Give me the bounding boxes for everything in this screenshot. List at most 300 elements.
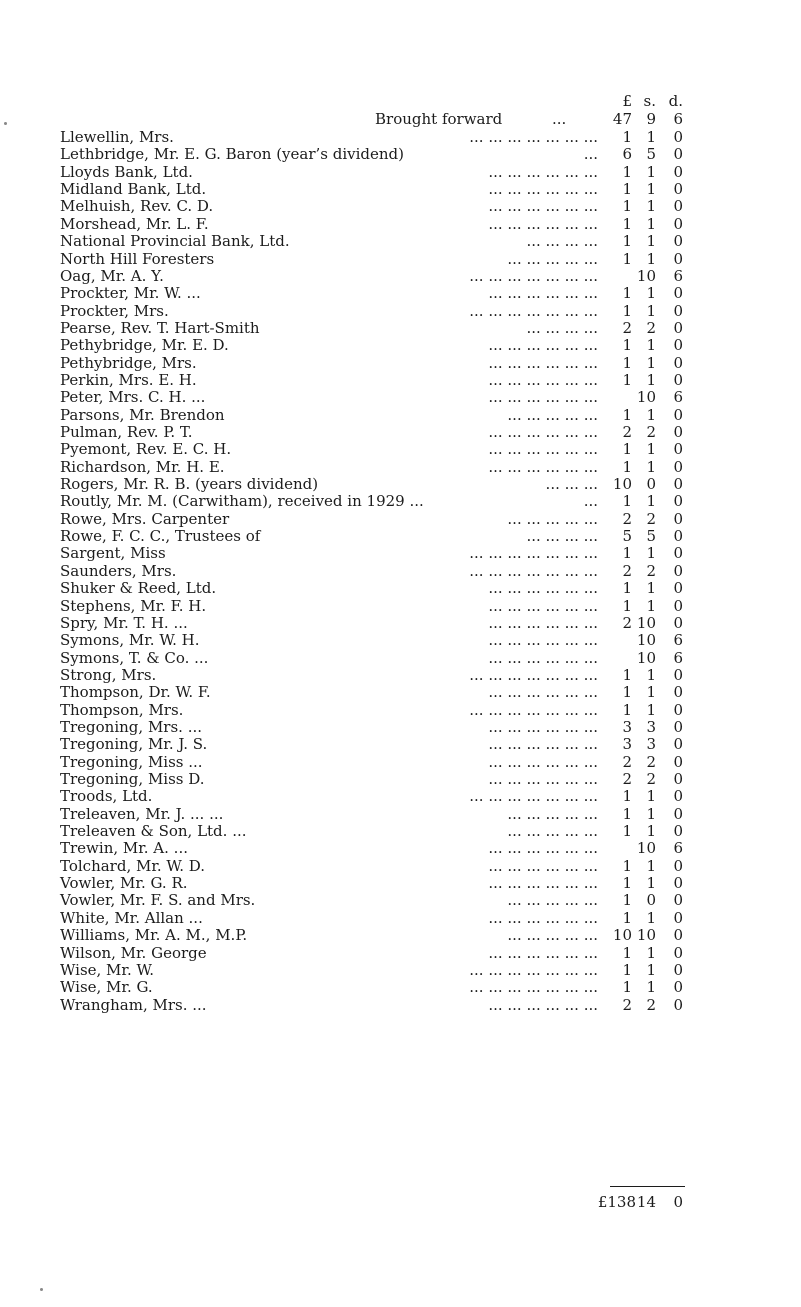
subscriber-name: Treleaven, Mr. J. ... ... [60,804,224,823]
subscriber-name: Rowe, F. C. C., Trustees of [60,527,261,545]
header-shillings: s. [643,92,656,110]
amount-shillings: 2 [646,318,656,337]
total-shillings: 14 [636,1193,656,1211]
total-pence: 0 [673,1193,683,1211]
amount-pence: 0 [673,180,683,199]
dot-leader: ... ... ... ... ... ... [488,579,598,598]
amount-pounds: 2 [622,509,632,528]
header-pounds: £ [622,92,632,110]
list-item [0,423,801,441]
dot-leader: ... ... ... ... ... ... [488,336,598,355]
amount-pence: 0 [673,509,683,528]
dot-leader: ... ... ... ... ... ... ... [469,301,598,320]
dot-leader: ... ... ... ... ... ... [488,457,598,476]
brought-forward-row [0,110,801,128]
list-item [0,978,801,996]
list-item [0,874,801,892]
amount-pounds: 1 [622,249,632,268]
amount-pounds: 1 [622,579,632,598]
amount-pence: 0 [673,978,683,997]
amount-pounds: 1 [622,197,632,216]
amount-pounds: 1 [622,440,632,459]
amount-shillings: 10 [636,388,656,407]
subscriber-name: Perkin, Mrs. E. H. [60,370,197,389]
brought-forward-pounds: 47 [612,110,632,128]
amount-pence: 0 [673,943,683,962]
amount-pence: 0 [673,561,683,580]
amount-pence: 0 [673,613,683,632]
list-item [0,787,801,805]
list-item [0,180,801,198]
amount-pounds: 1 [622,822,632,840]
amount-pounds: 1 [622,405,632,424]
dot-leader: ... ... ... ... ... ... ... [469,978,598,997]
amount-shillings: 10 [636,648,656,667]
amount-shillings: 1 [646,232,656,251]
subscriber-name: Midland Bank, Ltd. [60,180,207,199]
amount-pounds: 1 [622,232,632,251]
amount-shillings: 1 [646,180,656,199]
amount-pounds: 10 [612,475,632,493]
amount-pounds: 1 [622,856,632,875]
amount-shillings: 2 [646,995,656,1014]
amount-shillings: 1 [646,214,656,233]
amount-shillings: 1 [646,579,656,598]
brought-forward-pence: 6 [673,110,683,128]
list-item [0,735,801,753]
list-item [0,544,801,562]
amount-pence: 6 [673,648,683,667]
list-item [0,354,801,372]
list-item [0,510,801,528]
subscriber-name: Vowler, Mr. G. R. [60,874,188,893]
subscriber-name: Wrangham, Mrs. ... [60,995,207,1014]
amount-shillings: 3 [646,717,656,736]
amount-pounds: 2 [622,318,632,337]
subscriber-name: Symons, Mr. W. H. [60,631,200,650]
amount-shillings: 2 [646,423,656,441]
list-item [0,822,801,840]
list-item [0,631,801,649]
brought-forward-shillings: 9 [646,110,656,128]
amount-pounds: 5 [622,527,632,545]
amount-pence: 0 [673,128,683,146]
amount-shillings: 1 [646,596,656,615]
list-item [0,406,801,424]
amount-pounds: 2 [622,770,632,788]
amount-shillings: 5 [646,527,656,545]
subscriber-name: Troods, Ltd. [60,787,153,806]
list-item [0,909,801,927]
amount-pence: 0 [673,908,683,927]
amount-pence: 0 [673,249,683,268]
amount-shillings: 1 [646,856,656,875]
amount-shillings: 1 [646,440,656,459]
amount-pence: 0 [673,318,683,337]
brought-forward-label: Brought forward [375,110,503,128]
amount-pounds: 1 [622,128,632,146]
list-item [0,302,801,320]
dot-leader: ... ... ... ... ... ... ... [469,128,598,146]
dot-leader: ... ... ... ... ... ... ... [469,665,598,684]
subscriber-name: Tregoning, Mr. J. S. [60,735,208,754]
subscriber-name: Treleaven & Son, Ltd. ... [60,822,247,840]
amount-shillings: 2 [646,561,656,580]
dot-leader: ... ... ... ... ... ... [488,908,598,927]
list-item [0,336,801,354]
dot-leader: ... ... ... ... ... ... ... [469,266,598,285]
amount-pence: 0 [673,370,683,389]
amount-pounds: 1 [622,492,632,511]
subscriber-name: Tregoning, Miss D. [60,770,205,788]
amount-pence: 6 [673,631,683,650]
list-item [0,666,801,684]
amount-pounds: 10 [612,926,632,945]
subscriber-name: Vowler, Mr. F. S. and Mrs. [60,891,256,910]
list-item [0,128,801,146]
amount-shillings: 10 [636,631,656,650]
subscriber-name: Tolchard, Mr. W. D. [60,856,205,875]
amount-pounds: 2 [622,613,632,632]
amount-pounds: 2 [622,752,632,771]
subscriber-name: Pethybridge, Mr. E. D. [60,336,229,355]
amount-pence: 0 [673,457,683,476]
dot-leader: ... ... ... ... ... ... [488,943,598,962]
amount-shillings: 1 [646,370,656,389]
amount-shillings: 10 [636,926,656,945]
dot-leader: ... ... ... ... ... ... [488,440,598,459]
amount-pounds: 1 [622,683,632,702]
list-item [0,215,801,233]
amount-pence: 0 [673,423,683,441]
amount-pence: 0 [673,700,683,719]
dot-leader: ... ... ... ... ... ... [488,423,598,441]
subscriber-name: National Provincial Bank, Ltd. [60,232,290,251]
amount-pence: 0 [673,804,683,823]
amount-pounds: 1 [622,943,632,962]
dot-leader: ... ... ... ... ... ... [488,596,598,615]
subscriber-name: Rogers, Mr. R. B. (years dividend) [60,475,319,493]
subscriber-name: Prockter, Mrs. [60,301,169,320]
amount-pounds: 1 [622,544,632,563]
amount-shillings: 10 [636,613,656,632]
amount-pounds: 1 [622,596,632,615]
list-item [0,683,801,701]
amount-shillings: 1 [646,804,656,823]
dot-leader: ... ... ... [545,475,598,493]
amount-pence: 0 [673,145,683,164]
dot-leader: ... ... ... ... ... ... [488,995,598,1014]
list-item [0,388,801,406]
amount-pounds: 1 [622,180,632,199]
amount-pounds: 6 [622,145,632,164]
amount-shillings: 1 [646,908,656,927]
amount-shillings: 1 [646,700,656,719]
list-item [0,579,801,597]
list-item [0,996,801,1014]
amount-shillings: 1 [646,457,656,476]
amount-pence: 0 [673,353,683,372]
amount-pence: 0 [673,301,683,320]
amount-pounds: 1 [622,700,632,719]
dot-leader: ... ... ... ... ... ... [488,631,598,650]
subscriber-name: Symons, T. & Co. ... [60,648,209,667]
dot-leader: ... ... ... ... ... ... ... [469,544,598,563]
subscriber-name: Williams, Mr. A. M., M.P. [60,926,248,945]
list-item [0,475,801,493]
amount-pence: 0 [673,752,683,771]
amount-shillings: 1 [646,544,656,563]
amount-pounds: 2 [622,995,632,1014]
amount-pence: 6 [673,839,683,858]
amount-pence: 0 [673,874,683,893]
dot-leader: ... ... ... ... ... ... [488,180,598,199]
subscriber-name: Strong, Mrs. [60,665,157,684]
subscriber-name: Tregoning, Mrs. ... [60,717,203,736]
amount-shillings: 1 [646,301,656,320]
list-item [0,319,801,337]
amount-pence: 0 [673,232,683,251]
amount-pence: 0 [673,995,683,1014]
amount-shillings: 1 [646,197,656,216]
subscriber-name: White, Mr. Allan ... [60,908,203,927]
list-item [0,458,801,476]
amount-pounds: 1 [622,284,632,303]
dot-leader: ... ... ... ... ... ... [488,735,598,754]
amount-shillings: 10 [636,266,656,285]
amount-pounds: 1 [622,301,632,320]
list-item [0,527,801,545]
amount-pounds: 1 [622,162,632,181]
list-item [0,857,801,875]
subscriber-name: Morshead, Mr. L. F. [60,214,209,233]
amount-pence: 0 [673,822,683,840]
amount-shillings: 0 [646,891,656,910]
amount-pence: 0 [673,596,683,615]
amount-pounds: 3 [622,735,632,754]
list-item [0,614,801,632]
amount-shillings: 3 [646,735,656,754]
dot-leader: ... ... ... ... ... [507,249,598,268]
print-speck [40,1288,43,1291]
amount-pounds: 1 [622,457,632,476]
list-item [0,597,801,615]
dot-leader: ... [583,145,598,164]
amount-shillings: 1 [646,787,656,806]
subscriber-name: Routly, Mr. M. (Carwitham), received in 1929 ... [60,492,424,511]
amount-shillings: 1 [646,284,656,303]
amount-pence: 0 [673,579,683,598]
amount-pence: 0 [673,960,683,979]
dot-leader: ... ... ... ... [526,318,598,337]
list-item [0,284,801,302]
subscriber-name: Trewin, Mr. A. ... [60,839,188,858]
dot-leader: ... ... ... ... ... ... [488,648,598,667]
subscriber-name: Thompson, Dr. W. F. [60,683,211,702]
amount-pence: 0 [673,197,683,216]
amount-pence: 6 [673,388,683,407]
subscriber-name: Pearse, Rev. T. Hart-Smith [60,318,260,337]
subscriber-name: Shuker & Reed, Ltd. [60,579,217,598]
amount-pence: 0 [673,665,683,684]
list-item [0,701,801,719]
amount-shillings: 1 [646,405,656,424]
amount-pounds: 1 [622,908,632,927]
dot-leader: ... ... ... ... ... ... ... [469,787,598,806]
amount-shillings: 1 [646,665,656,684]
list-item [0,718,801,736]
amount-pounds: 1 [622,978,632,997]
list-item [0,440,801,458]
print-speck [4,122,7,125]
subscriber-name: Spry, Mr. T. H. ... [60,613,188,632]
amount-pence: 0 [673,717,683,736]
dot-leader: ... ... ... ... ... ... ... [469,700,598,719]
subscriber-name: Wise, Mr. W. [60,960,155,979]
amount-shillings: 1 [646,978,656,997]
amount-shillings: 1 [646,128,656,146]
list-item [0,805,801,823]
amount-pence: 0 [673,162,683,181]
dot-leader: ... ... ... ... ... ... [488,770,598,788]
subscriber-name: Parsons, Mr. Brendon [60,405,225,424]
subscriber-name: Melhuish, Rev. C. D. [60,197,214,216]
amount-pence: 0 [673,492,683,511]
dot-leader: ... ... ... ... ... [507,926,598,945]
dot-leader: ... ... ... ... ... ... [488,683,598,702]
subscriber-name: Llewellin, Mrs. [60,128,174,146]
subscriber-name: Wilson, Mr. George [60,943,207,962]
amount-pence: 0 [673,336,683,355]
amount-pounds: 1 [622,336,632,355]
brought-forward-leader: ... [552,110,567,128]
subscriber-name: Saunders, Mrs. [60,561,177,580]
amount-pence: 0 [673,926,683,945]
amount-pounds: 1 [622,891,632,910]
subscriber-name: Prockter, Mr. W. ... [60,284,201,303]
list-item [0,371,801,389]
amount-pence: 0 [673,683,683,702]
amount-shillings: 0 [646,475,656,493]
list-item [0,839,801,857]
amount-shillings: 1 [646,249,656,268]
amount-shillings: 1 [646,353,656,372]
amount-pence: 0 [673,284,683,303]
list-item [0,944,801,962]
dot-leader: ... ... ... ... ... ... [488,162,598,181]
amount-pence: 0 [673,527,683,545]
amount-pounds: 1 [622,874,632,893]
dot-leader: ... ... ... ... ... [507,405,598,424]
amount-pence: 0 [673,214,683,233]
list-item [0,961,801,979]
list-item [0,891,801,909]
amount-pounds: 1 [622,370,632,389]
subscriber-name: Sargent, Miss [60,544,166,563]
dot-leader: ... ... ... ... ... ... [488,856,598,875]
amount-shillings: 1 [646,874,656,893]
amount-pence: 0 [673,770,683,788]
amount-pence: 0 [673,856,683,875]
amount-pence: 0 [673,891,683,910]
dot-leader: ... ... ... ... ... ... ... [469,960,598,979]
amount-shillings: 10 [636,839,656,858]
list-item [0,250,801,268]
amount-pence: 0 [673,544,683,563]
amount-pounds: 1 [622,353,632,372]
amount-shillings: 1 [646,960,656,979]
amount-pounds: 1 [622,214,632,233]
amount-shillings: 1 [646,822,656,840]
subscriber-name: Pulman, Rev. P. T. [60,423,193,441]
list-item [0,267,801,285]
list-item [0,753,801,771]
subscriber-name: Pyemont, Rev. E. C. H. [60,440,232,459]
list-item [0,197,801,215]
amount-pounds: 2 [622,423,632,441]
amount-pence: 0 [673,440,683,459]
amount-pence: 0 [673,475,683,493]
list-item [0,926,801,944]
amount-shillings: 1 [646,162,656,181]
subscriber-name: Peter, Mrs. C. H. ... [60,388,206,407]
amount-shillings: 1 [646,943,656,962]
dot-leader: ... [583,492,598,511]
dot-leader: ... ... ... ... ... [507,891,598,910]
list-item [0,562,801,580]
list-item [0,145,801,163]
amount-shillings: 2 [646,752,656,771]
dot-leader: ... ... ... ... ... ... ... [469,561,598,580]
subscriber-name: Richardson, Mr. H. E. [60,457,225,476]
amount-shillings: 2 [646,509,656,528]
dot-leader: ... ... ... ... [526,527,598,545]
amount-shillings: 1 [646,336,656,355]
amount-pounds: 1 [622,804,632,823]
dot-leader: ... ... ... ... ... ... [488,752,598,771]
dot-leader: ... ... ... ... ... ... [488,839,598,858]
list-item [0,492,801,510]
dot-leader: ... ... ... ... ... ... [488,717,598,736]
subscriber-name: Lethbridge, Mr. E. G. Baron (year’s dividend) [60,145,405,164]
list-item [0,232,801,250]
subscriber-name: Tregoning, Miss ... [60,752,203,771]
amount-pounds: 1 [622,960,632,979]
dot-leader: ... ... ... ... ... ... [488,197,598,216]
dot-leader: ... ... ... ... ... [507,804,598,823]
amount-shillings: 2 [646,770,656,788]
subscriber-name: Lloyds Bank, Ltd. [60,162,193,181]
list-item [0,649,801,667]
dot-leader: ... ... ... ... ... ... [488,284,598,303]
subscriber-name: North Hill Foresters [60,249,215,268]
amount-shillings: 1 [646,683,656,702]
dot-leader: ... ... ... ... [526,232,598,251]
subscriber-name: Oag, Mr. A. Y. [60,266,164,285]
amount-pence: 0 [673,735,683,754]
amount-shillings: 5 [646,145,656,164]
list-item [0,163,801,181]
header-pence: d. [668,92,683,110]
subscriber-name: Wise, Mr. G. [60,978,153,997]
amount-pence: 0 [673,787,683,806]
amount-pounds: 3 [622,717,632,736]
dot-leader: ... ... ... ... ... ... [488,370,598,389]
dot-leader: ... ... ... ... ... [507,822,598,840]
subscriber-name: Stephens, Mr. F. H. [60,596,207,615]
dot-leader: ... ... ... ... ... ... [488,613,598,632]
amount-pence: 6 [673,266,683,285]
